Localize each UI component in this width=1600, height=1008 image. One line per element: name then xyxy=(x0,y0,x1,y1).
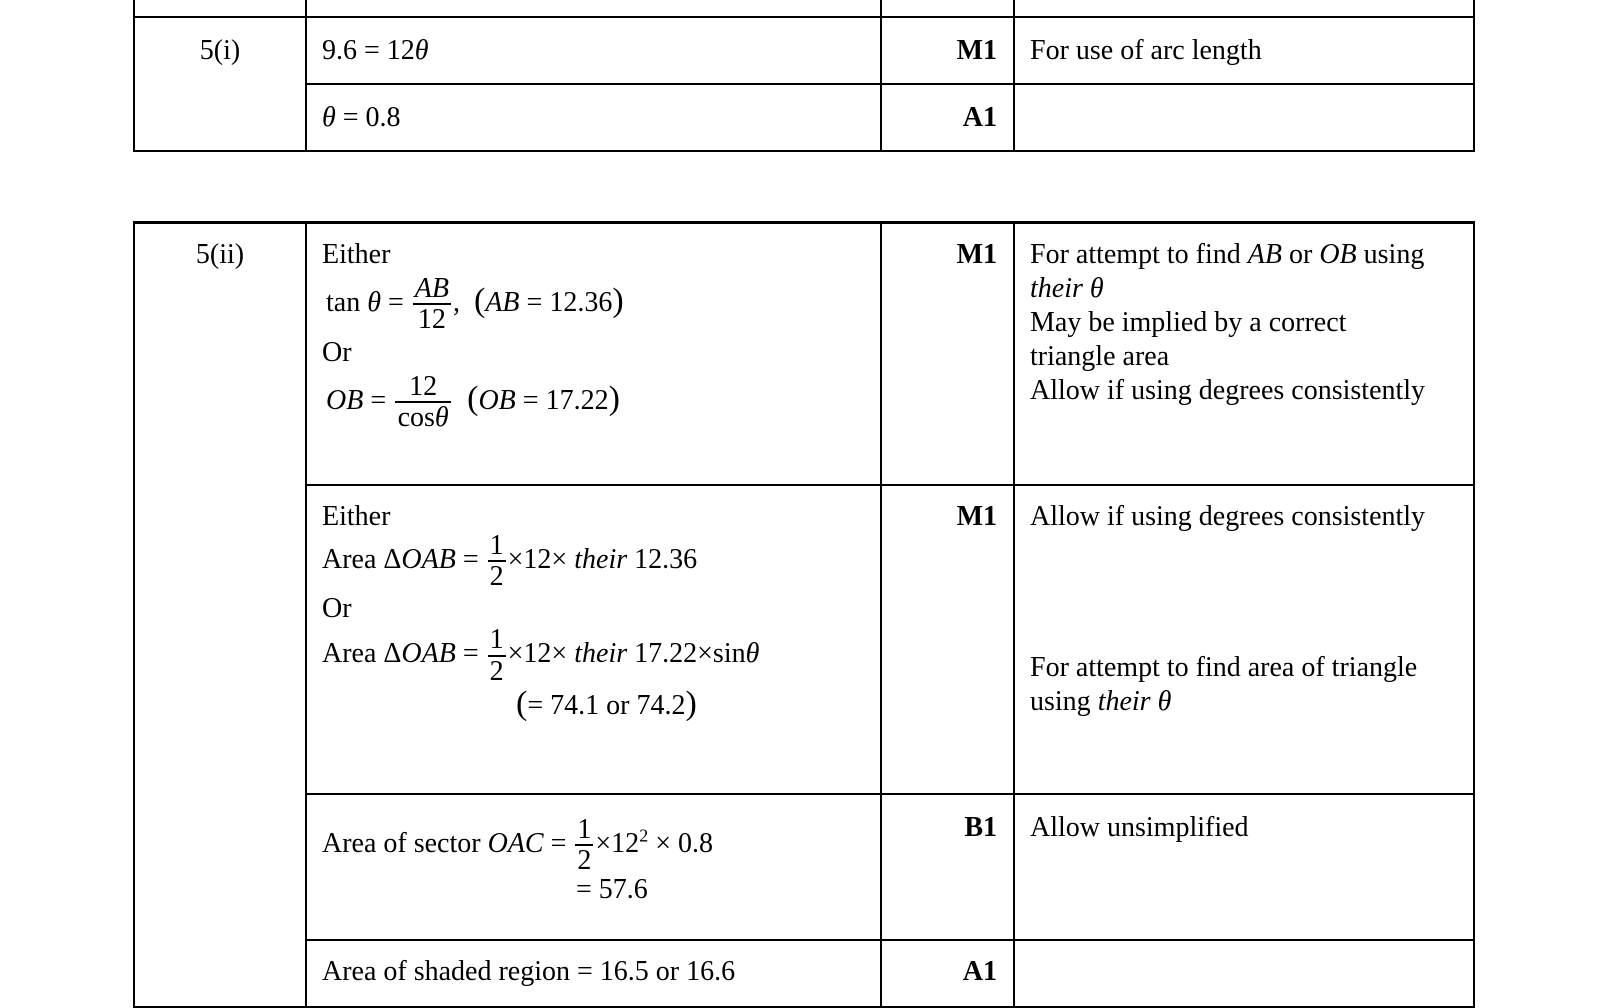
mark-scheme-table-5ii xyxy=(133,221,1475,1008)
question-number-cell xyxy=(134,17,306,151)
guidance-text: Allow if using degrees consistently xyxy=(1030,500,1426,532)
guidance-cell xyxy=(1014,17,1474,84)
guidance-text: For use of arc length xyxy=(1030,35,1262,66)
sector-area-result: = 57.6 xyxy=(576,874,648,906)
question-number: 5(i) xyxy=(199,35,241,66)
guidance-cell xyxy=(1014,794,1474,940)
mark-label: A1 xyxy=(962,102,997,133)
guidance-text: For attempt to find AB or OB using their θ May be implied by a correct triangle area Allow if using degrees consistently xyxy=(1030,239,1426,406)
mark-cell xyxy=(881,223,1014,485)
area-equation-1: Area ΔOAB = $\frac{1}{2}$ ×12× their 12.36 xyxy=(322,530,698,593)
or-label: Or xyxy=(322,337,352,369)
mark-cell xyxy=(881,17,1014,84)
mark-label: M1 xyxy=(956,500,997,532)
arc-length-equation: 9.6 = 12θ xyxy=(322,35,429,66)
mark-cell xyxy=(881,84,1014,151)
sector-area-equation: Area of sector OAC = $\frac{1}{2}$ $\times 12^2 \times 0.8$ xyxy=(322,813,713,876)
mark-label: B1 xyxy=(964,811,997,843)
guidance-cell xyxy=(1014,485,1474,794)
working-cell xyxy=(306,940,881,1007)
theta-result: θ = 0.8 xyxy=(322,102,401,133)
working-cell xyxy=(306,17,881,84)
shaded-area-result: Area of shaded region = 16.5 or 16.6 xyxy=(322,955,736,987)
area-equation-2: Area ΔOAB = $\frac{1}{2}$ ×12× their 17.22×sinθ xyxy=(322,624,760,687)
working-cell xyxy=(306,84,881,151)
guidance-text-2: For attempt to find area of triangle using their θ xyxy=(1030,652,1418,718)
mark-label: A1 xyxy=(962,955,997,987)
working-cell xyxy=(306,223,881,485)
either-label: Either xyxy=(322,500,391,532)
tan-equation: tan θ = $\frac{AB}{12}$ , (AB = 12.36) xyxy=(326,272,624,335)
question-number: 5(ii) xyxy=(195,239,245,270)
guidance-cell xyxy=(1014,84,1474,151)
mark-cell xyxy=(881,940,1014,1007)
guidance-cell xyxy=(1014,223,1474,485)
working-cell xyxy=(306,794,881,940)
or-label: Or xyxy=(322,592,352,624)
ob-equation: OB = $\frac{12}{\cos\theta}$ (OB = 17.22) xyxy=(326,370,620,434)
guidance-text: Allow unsimplified xyxy=(1030,811,1249,843)
working-cell xyxy=(306,485,881,794)
mark-label: M1 xyxy=(956,239,997,270)
guidance-cell xyxy=(1014,940,1474,1007)
either-label: Either xyxy=(322,239,391,270)
mark-cell xyxy=(881,485,1014,794)
area-result: (= 74.1 or 74.2) xyxy=(516,685,697,723)
question-number-cell xyxy=(134,223,306,1007)
mark-label: M1 xyxy=(956,35,997,66)
mark-cell xyxy=(881,794,1014,940)
mark-scheme-table-5i xyxy=(133,16,1475,152)
